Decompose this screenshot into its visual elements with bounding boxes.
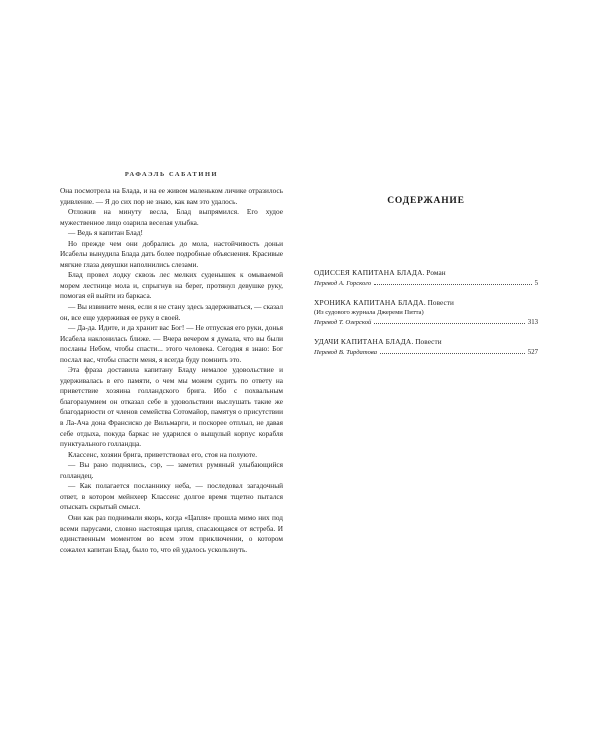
toc-entry-translator: Перевод Т. Озерской xyxy=(314,319,372,326)
paragraph: Она посмотрела на Блада, и на ее живом маленьком личике отразилось удивление. — Я до сих пор не знаю, как вам это удалось. xyxy=(60,186,283,206)
paragraph: — Как полагается посланнику неба, — последовал загадочный ответ, в котором мейнхеер Классенс долгое время тщетно пытался отыскать скрытый смысл. xyxy=(60,481,283,512)
paragraph: — Вы рано поднялись, сэр, — заметил румяный улыбающийся голландец. xyxy=(60,460,283,480)
paragraph: Эта фраза доставила капитану Бладу немалое удовольствие и удерживалась в его памяти, о чем мы можем судить по ответу на приветствие хозяина голландского брига. Ибо с похвальным благоразумием он отказал себе в удовольствии выслушать такие же благодарности от членов семейства Сотомайор, памятуя о присутствии в Ла-Ача дона Франсиско де Вильмарги, и поскорее отплыл, не давая себе отдыха, покуда баркас не ударился о выщулый корпус корабля пунктуального голландца. xyxy=(60,365,283,449)
toc-entry-title: УДАЧИ КАПИТАНА БЛАДА xyxy=(314,337,412,346)
paragraph: Они как раз поднимали якорь, когда «Цапля» прошла мимо них под всеми парусами, словно настоящая цапля, спасающаяся от ястреба. И единственным моментом во всем этом приключении, о котором сожалел капитан Блад, было то, что ей удалось ускользнуть. xyxy=(60,512,283,554)
toc-entry-title: ОДИССЕЯ КАПИТАНА БЛАДА xyxy=(314,268,423,277)
paragraph: — Да-да. Идите, и да хранит вас Бог! — Не отпуская его руки, донья Исабела наклонилась ближе. — Вчера вечером я думала, что вы были посланы Небом, чтобы спасти... этого человека. Сегодня я знаю: Бог послал вас, чтобы спасти меня, я всегда буду помнить это. xyxy=(60,323,283,364)
toc-entry-genre: . Повести xyxy=(411,338,442,346)
toc-entry xyxy=(314,298,538,329)
toc-entry-genre: . Повести xyxy=(423,298,454,307)
paragraph: — Вы извините меня, если я не стану здесь задерживаться, — сказал он, все еще удерживая ее руку в своей. xyxy=(60,302,283,322)
toc-title: СОДЕРЖАНИЕ xyxy=(387,196,465,206)
toc-entry-row xyxy=(314,279,538,289)
body-text xyxy=(60,186,283,555)
dot-leader xyxy=(374,318,524,324)
toc-entry xyxy=(314,268,538,289)
toc-entry-title-line xyxy=(314,298,538,309)
paragraph: Классенс, хозяин брига, приветствовал его, стоя на полуюте. xyxy=(68,449,258,459)
paragraph: Блад провел лодку сквозь лес мелких суденышек к омываемой морем лестнице мола и, спрыгнув на берег, протянул девушке руку, помогая ей выйти из баркаса. xyxy=(60,270,283,301)
table-of-contents xyxy=(314,268,538,367)
toc-entry-subtitle: (Из судового журнала Джереми Питта) xyxy=(314,309,424,316)
toc-entry-title-line xyxy=(314,268,538,279)
toc-entry-page: 313 xyxy=(527,319,538,326)
dot-leader xyxy=(374,279,531,285)
toc-entry-title: ХРОНИКА КАПИТАНА БЛАДА xyxy=(314,297,424,307)
dot-leader xyxy=(380,348,525,354)
right-page xyxy=(300,0,600,750)
paragraph: Но прежде чем они добрались до мола, настойчивость доньи Исабелы вынудила Блада дать более подробные объяснения. Красивые мягкие глаза девушки наполнились слезами. xyxy=(60,238,283,269)
toc-entry-translator: Перевод В. Тирдатова xyxy=(314,348,378,356)
paragraph: — Ведь я капитан Блад! xyxy=(68,228,143,238)
toc-entry-page: 527 xyxy=(527,348,538,356)
toc-entry-title-line xyxy=(314,337,538,348)
toc-entry xyxy=(314,337,538,358)
toc-entry-genre: . Роман xyxy=(422,269,446,277)
toc-entry-page: 5 xyxy=(534,279,538,287)
paragraph: Отложив на минуту весла, Блад выпрямился. Его худое мужественное лицо озарила веселая улыбка. xyxy=(60,207,283,227)
toc-entry-row xyxy=(314,348,538,358)
running-head: РАФАЭЛЬ САБАТИНИ xyxy=(124,171,219,178)
toc-entry-translator: Перевод А. Горского xyxy=(314,279,372,287)
toc-entry-row xyxy=(314,318,538,328)
